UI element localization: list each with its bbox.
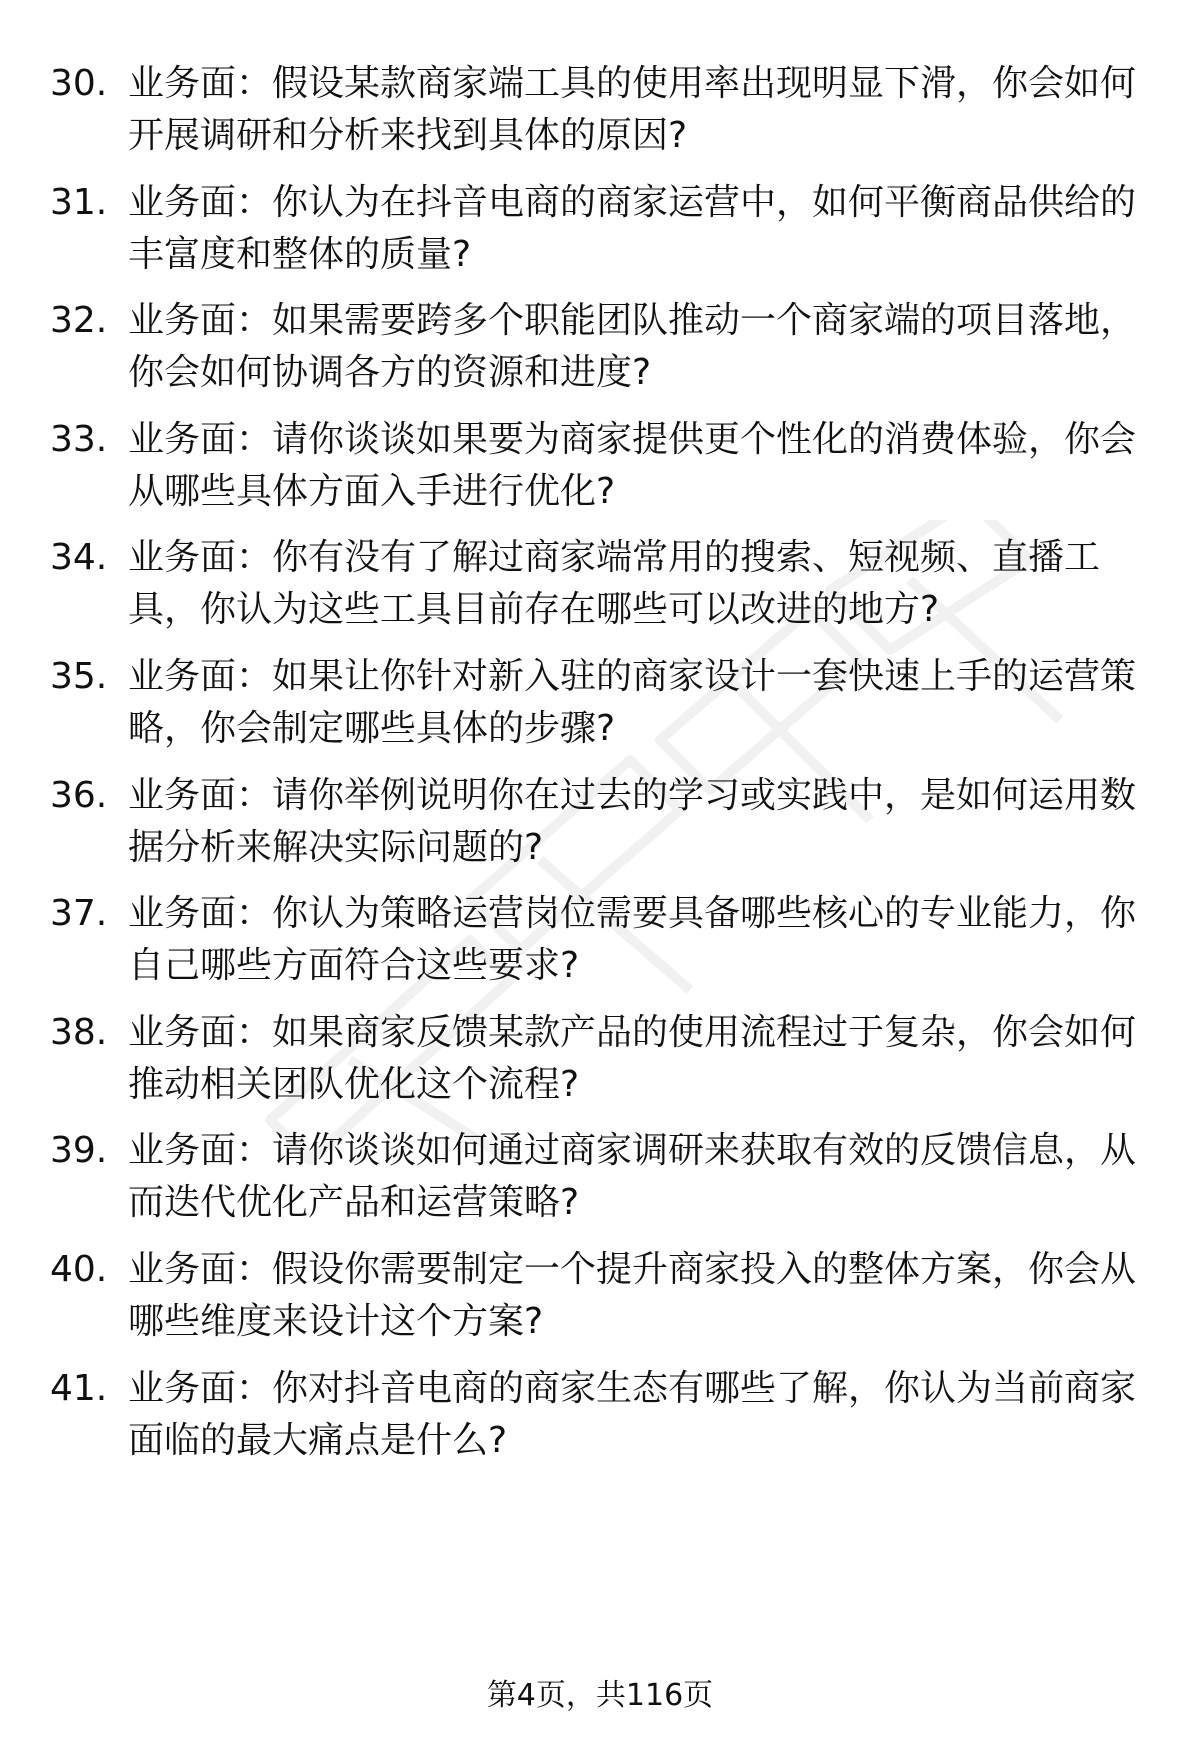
- question-text-line: 丰富度和整体的质量?: [128, 233, 472, 275]
- question-text-line: 业务面：如果让你针对新入驻的商家设计一套快速上手的运营策: [128, 656, 1137, 697]
- question-text-line: 而迭代优化产品和运营策略?: [128, 1182, 580, 1224]
- question-text-line: 据分析来解决实际问题的?: [128, 826, 544, 868]
- question-text-line: 业务面：如果商家反馈某款产品的使用流程过于复杂，你会如何: [128, 1011, 1137, 1053]
- question-text-line: 业务面：假设某款商家端工具的使用率出现明显下滑，你会如何: [128, 63, 1137, 104]
- question-text-line: 略，你会制定哪些具体的步骤?: [128, 708, 616, 749]
- question-text: [128, 532, 1138, 636]
- question-text: [128, 295, 1138, 399]
- question-number: 41.: [50, 1367, 108, 1409]
- page-number: 第4页，共116页: [486, 1678, 714, 1713]
- question-text-line: 业务面：你认为在抖音电商的商家运营中，如何平衡商品供给的: [128, 181, 1137, 223]
- question-text-line: 自己哪些方面符合这些要求?: [128, 945, 580, 987]
- question-number: 36.: [50, 774, 108, 816]
- question-text-line: 哪些维度来设计这个方案?: [128, 1301, 544, 1342]
- question-text: [128, 888, 1138, 992]
- question-item: [0, 58, 1200, 168]
- question-item: [0, 1125, 1200, 1235]
- question-text: [128, 1007, 1138, 1111]
- question-text-line: 业务面：假设你需要制定一个提升商家投入的整体方案，你会从: [128, 1249, 1137, 1290]
- question-text: [128, 1125, 1138, 1229]
- question-text: [128, 1363, 1138, 1467]
- question-text: [128, 58, 1138, 162]
- question-number: 34.: [50, 537, 108, 579]
- question-item: [0, 414, 1200, 524]
- question-text: [128, 770, 1138, 874]
- question-item: [0, 888, 1200, 998]
- question-item: [0, 651, 1200, 761]
- question-text-line: 具，你认为这些工具目前存在哪些可以改进的地方?: [128, 589, 940, 631]
- question-text-line: 你会如何协调各方的资源和进度?: [128, 352, 652, 394]
- question-text-line: 业务面：请你举例说明你在过去的学习或实践中，是如何运用数: [128, 774, 1137, 816]
- question-text-line: 推动相关团队优化这个流程?: [128, 1063, 580, 1105]
- question-item: [0, 1244, 1200, 1354]
- question-number: 35.: [50, 656, 108, 697]
- question-number: 32.: [50, 300, 108, 342]
- question-number: 30.: [50, 63, 108, 104]
- question-item: [0, 532, 1200, 642]
- question-text-line: 从哪些具体方面入手进行优化?: [128, 470, 616, 512]
- question-text: [128, 651, 1138, 755]
- question-item: [0, 295, 1200, 405]
- question-number: 33.: [50, 418, 108, 460]
- question-text-line: 业务面：你对抖音电商的商家生态有哪些了解，你认为当前商家: [128, 1367, 1137, 1409]
- question-number: 38.: [50, 1011, 108, 1053]
- question-text: [128, 414, 1138, 518]
- question-number: 31.: [50, 181, 108, 223]
- question-text-line: 开展调研和分析来找到具体的原因?: [128, 115, 688, 156]
- question-item: [0, 1007, 1200, 1117]
- question-number: 37.: [50, 893, 108, 935]
- question-text-line: 业务面：你认为策略运营岗位需要具备哪些核心的专业能力，你: [128, 893, 1137, 935]
- question-text-line: 业务面：请你谈谈如何通过商家调研来获取有效的反馈信息，从: [128, 1130, 1137, 1172]
- question-text: [128, 1244, 1138, 1348]
- question-item: [0, 770, 1200, 880]
- question-text-line: 业务面：如果需要跨多个职能团队推动一个商家端的项目落地，: [128, 300, 1137, 342]
- question-item: [0, 1363, 1200, 1473]
- question-text-line: 面临的最大痛点是什么?: [128, 1419, 508, 1461]
- question-item: [0, 177, 1200, 287]
- question-text: [128, 177, 1138, 281]
- question-number: 40.: [50, 1249, 108, 1290]
- question-text-line: 业务面：请你谈谈如果要为商家提供更个性化的消费体验，你会: [128, 418, 1137, 460]
- question-text-line: 业务面：你有没有了解过商家端常用的搜索、短视频、直播工: [128, 537, 1101, 579]
- question-number: 39.: [50, 1130, 108, 1172]
